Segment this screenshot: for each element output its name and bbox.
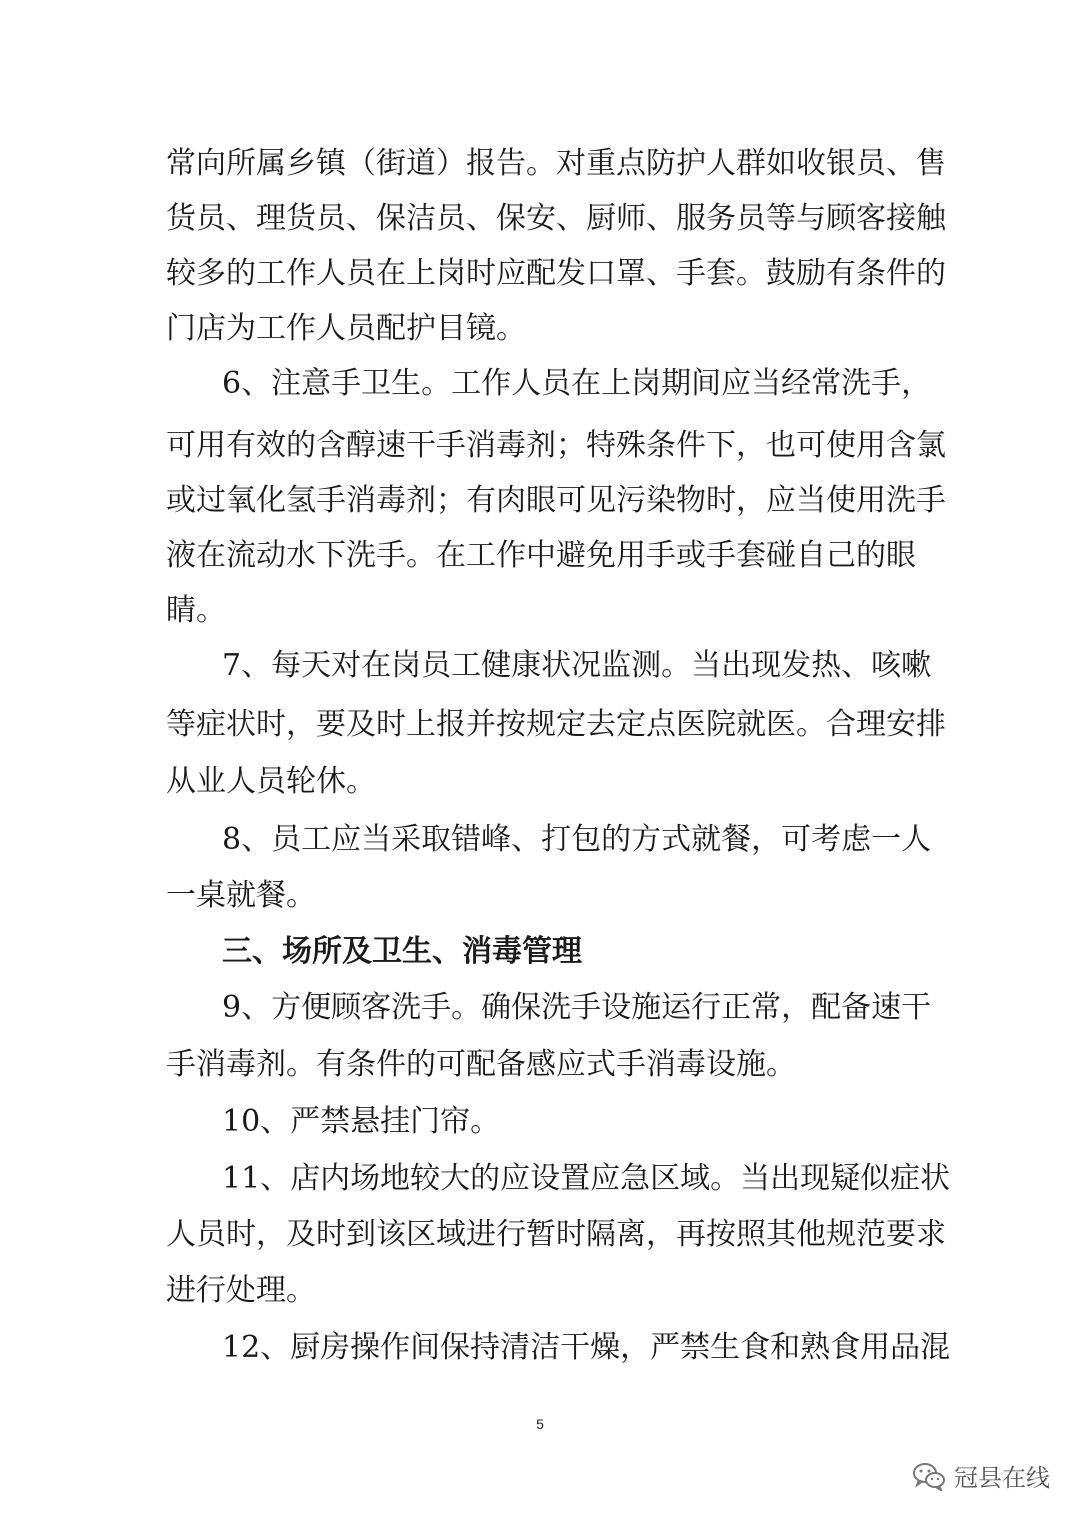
text-line: 门店为工作人员配护目镜。 (166, 311, 526, 346)
text-line: 睛。 (166, 593, 226, 628)
text-line: 人员时，及时到该区域进行暂时隔离，再按照其他规范要求 (166, 1217, 946, 1252)
text-line: 6、注意手卫生。工作人员在上岗期间应当经常洗手， (222, 366, 932, 401)
text-line: 或过氧化氢手消毒剂；有肉眼可见污染物时，应当使用洗手 (166, 483, 946, 518)
text-line: 进行处理。 (166, 1273, 316, 1308)
section-heading: 三、场所及卫生、消毒管理 (222, 934, 582, 969)
text-line: 8、员工应当采取错峰、打包的方式就餐，可考虑一人 (222, 822, 932, 857)
text-line: 液在流动水下洗手。在工作中避免用手或手套碰自己的眼 (166, 538, 916, 573)
text-line: 等症状时，要及时上报并按规定去定点医院就医。合理安排 (166, 707, 946, 742)
text-line: 11、店内场地较大的应设置应急区域。当出现疑似症状 (222, 1161, 951, 1196)
page-number: 5 (536, 1416, 544, 1432)
wechat-icon (912, 1461, 946, 1491)
text-line: 12、厨房操作间保持清洁干燥，严禁生食和熟食用品混 (222, 1330, 951, 1365)
text-line: 较多的工作人员在上岗时应配发口罩、手套。鼓励有条件的 (166, 256, 946, 291)
watermark (912, 1458, 1050, 1493)
text-line: 可用有效的含醇速干手消毒剂；特殊条件下，也可使用含氯 (166, 428, 946, 463)
text-line: 常向所属乡镇（街道）报告。对重点防护人群如收银员、售 (166, 146, 946, 181)
text-line: 货员、理货员、保洁员、保安、厨师、服务员等与顾客接触 (166, 201, 946, 236)
text-line: 7、每天对在岗员工健康状况监测。当出现发热、咳嗽 (222, 648, 932, 683)
text-line: 一桌就餐。 (166, 878, 316, 913)
text-line: 10、严禁悬挂门帘。 (222, 1104, 501, 1139)
text-line: 9、方便顾客洗手。确保洗手设施运行正常，配备速干 (222, 990, 932, 1025)
text-line: 从业人员轮休。 (166, 764, 376, 799)
watermark-text: 冠县在线 (954, 1464, 1050, 1492)
text-line: 手消毒剂。有条件的可配备感应式手消毒设施。 (166, 1047, 796, 1082)
